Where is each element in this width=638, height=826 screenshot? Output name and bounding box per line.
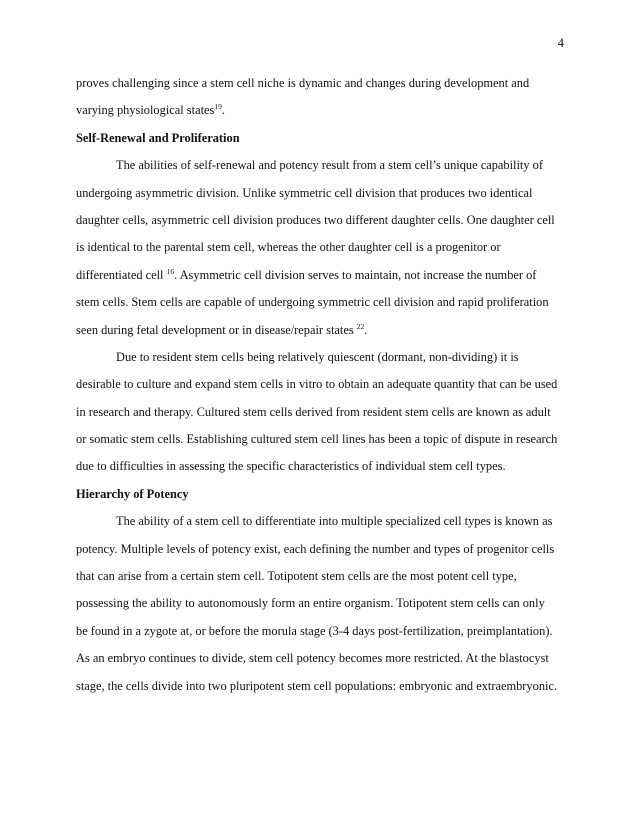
text-run: daughter cells, asymmetric cell division produces two different daughter cells. One daughter cell xyxy=(76,212,555,227)
text-run: possessing the ability to autonomously form an entire organism. Totipotent stem cells can only xyxy=(76,596,545,611)
text-line xyxy=(76,234,563,261)
citation-superscript: 19 xyxy=(214,102,222,112)
text-line xyxy=(76,426,563,453)
text-run: stage, the cells divide into two pluripotent stem cell populations: embryonic and extraembryonic. xyxy=(76,678,558,693)
text-line xyxy=(76,207,563,234)
text-run: . xyxy=(221,103,225,118)
text-line xyxy=(76,152,563,179)
text-line xyxy=(76,645,563,672)
text-run: Hierarchy of Potency xyxy=(76,486,189,501)
section-heading xyxy=(76,481,563,508)
text-line xyxy=(76,673,563,700)
text-line xyxy=(76,97,563,124)
text-run: proves challenging since a stem cell niche is dynamic and changes during development and xyxy=(76,76,530,90)
text-run: stem cells. Stem cells are capable of undergoing symmetric cell division and rapid proliferation xyxy=(76,295,549,310)
text-line xyxy=(76,563,563,590)
text-run: is identical to the parental stem cell, whereas the other daughter cell is a progenitor or xyxy=(76,240,501,255)
text-run: desirable to culture and expand stem cells in vitro to obtain an adequate quantity that can be used xyxy=(76,377,558,392)
text-run: differentiated cell xyxy=(76,267,167,282)
text-line xyxy=(76,618,563,645)
text-line xyxy=(76,180,563,207)
text-run: or somatic stem cells. Establishing cultured stem cell lines has been a topic of dispute in research xyxy=(76,432,558,447)
text-run: that can arise from a certain stem cell. Totipotent stem cells are the most potent cell type, xyxy=(76,569,517,584)
text-run: The abilities of self-renewal and potency result from a stem cell’s unique capability of xyxy=(116,158,543,173)
text-run: . Asymmetric cell division serves to maintain, not increase the number of xyxy=(174,267,537,282)
text-line xyxy=(76,536,563,563)
text-run: in research and therapy. Cultured stem cells derived from resident stem cells are known as adult xyxy=(76,404,551,419)
text-run: be found in a zygote at, or before the morula stage (3-4 days post-fertilization, preimplantation). xyxy=(76,623,553,638)
body-text xyxy=(76,70,563,700)
text-run: potency. Multiple levels of potency exist, each defining the number and types of progenitor cells xyxy=(76,541,555,556)
text-line xyxy=(76,344,563,371)
citation-superscript: 16 xyxy=(166,266,175,276)
text-line xyxy=(76,317,563,344)
citation-superscript: 22 xyxy=(356,321,365,331)
section-heading xyxy=(76,125,563,152)
page-number: 4 xyxy=(557,36,564,50)
text-run: undergoing asymmetric division. Unlike symmetric cell division that produces two identical xyxy=(76,185,533,200)
text-line xyxy=(76,399,563,426)
text-run: seen during fetal development or in disease/repair states xyxy=(76,322,357,337)
text-run: due to difficulties in assessing the specific characteristics of individual stem cell types. xyxy=(76,459,506,474)
text-line xyxy=(76,453,563,480)
text-line xyxy=(76,289,563,316)
text-line xyxy=(76,590,563,617)
text-run: As an embryo continues to divide, stem cell potency becomes more restricted. At the blastocyst xyxy=(76,651,549,666)
text-run: Self-Renewal and Proliferation xyxy=(76,130,240,145)
text-run: varying physiological states xyxy=(76,103,215,118)
text-run: . xyxy=(364,322,368,337)
text-line xyxy=(76,70,563,97)
text-run: Due to resident stem cells being relatively quiescent (dormant, non-dividing) it is xyxy=(116,349,519,364)
text-line xyxy=(76,508,563,535)
text-line xyxy=(76,262,563,289)
text-run: The ability of a stem cell to differentiate into multiple specialized cell types is known as xyxy=(116,514,553,529)
text-line xyxy=(76,371,563,398)
